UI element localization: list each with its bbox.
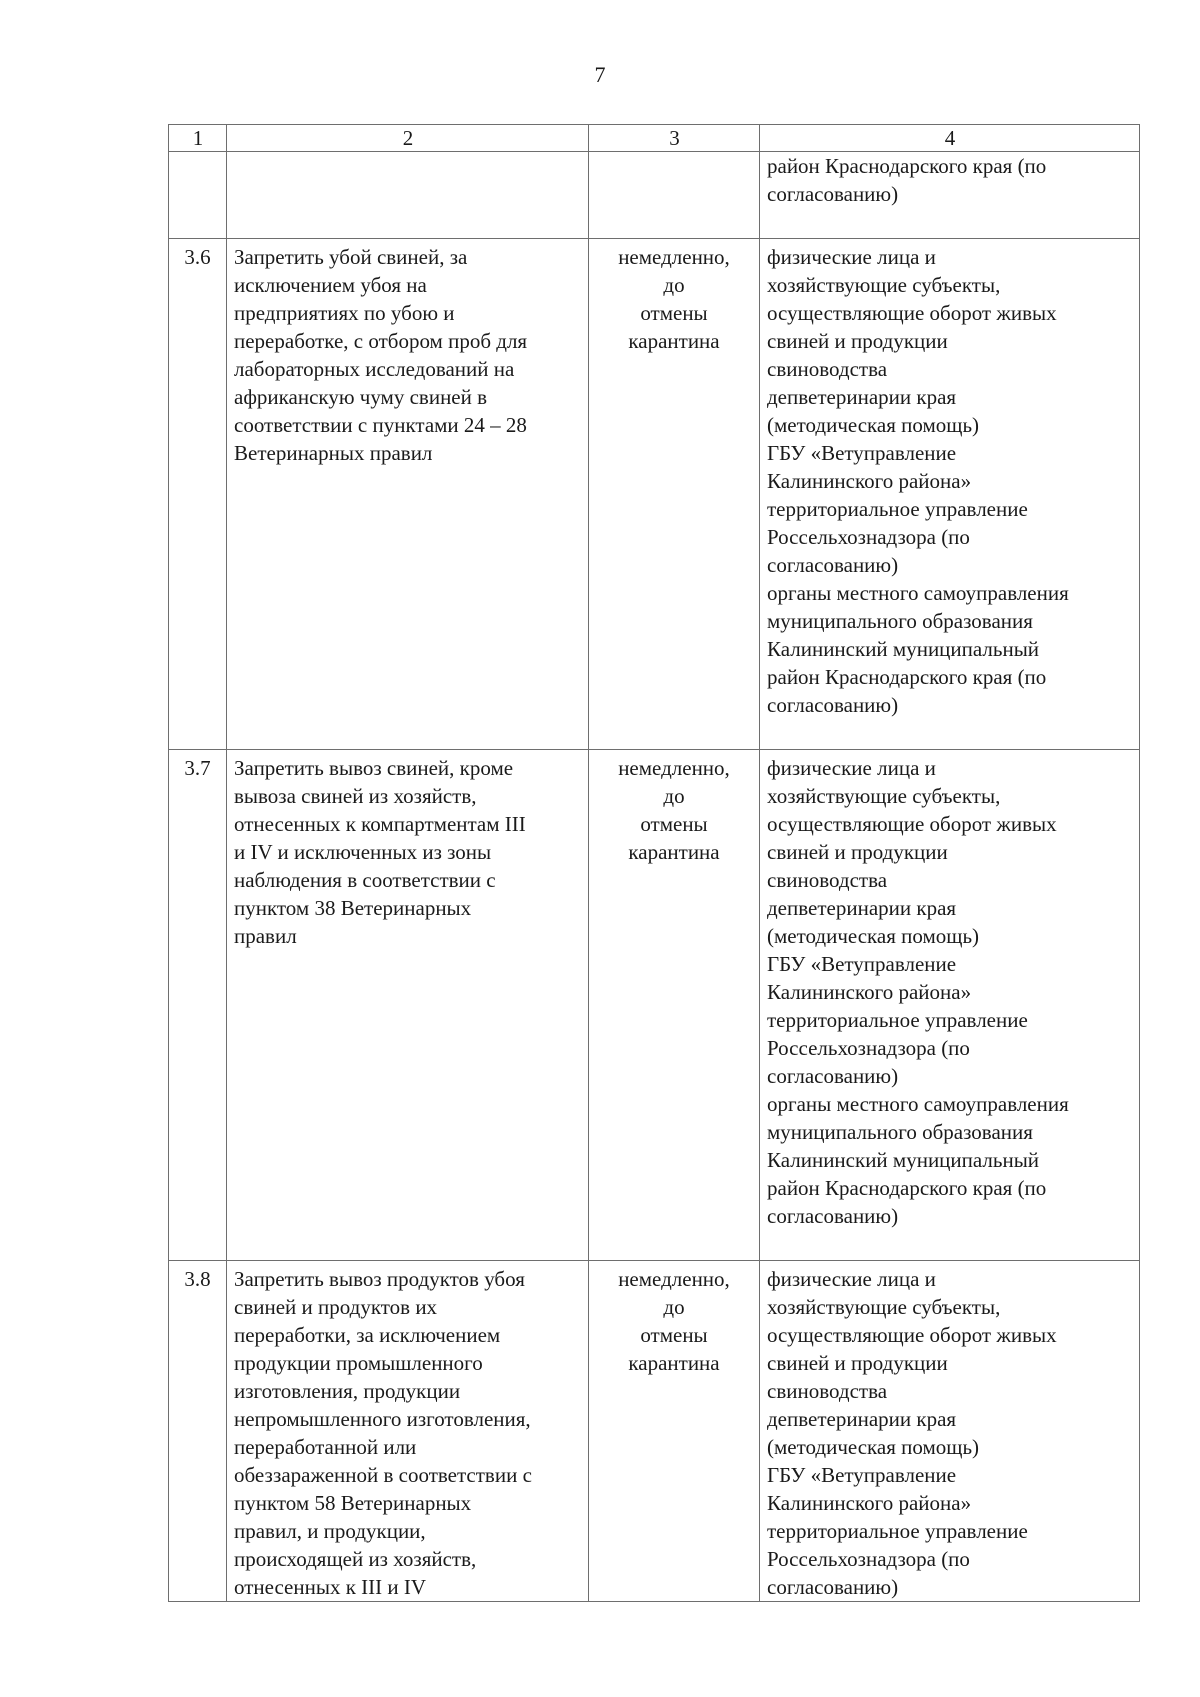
text-line: до [663,1295,685,1319]
text-line: отмены [640,812,708,836]
text-line: Калининский муниципальный [767,637,1040,661]
text-line: изготовления, продукции [234,1379,461,1403]
term-cell [589,239,760,750]
text-line: свиней и продуктов их [234,1295,438,1319]
text-line: непромышленного изготовления, [234,1407,531,1431]
row-number-cell [169,152,227,239]
text-line: район Краснодарского края (по [767,1176,1047,1200]
measure-cell [227,1261,589,1602]
text-line: осуществляющие оборот живых [767,812,1057,836]
responsible-cell [760,152,1140,239]
text-line: (методическая помощь) [767,924,980,948]
text-line: Россельхознадзора (по [767,1036,970,1060]
header-cell-2: 2 [227,125,589,152]
text-line: пунктом 58 Ветеринарных [234,1491,472,1515]
text-line: немедленно, [618,245,730,269]
text-line: лабораторных исследований на [234,357,515,381]
text-line: район Краснодарского края (по [767,665,1047,689]
text-line: депветеринарии края [767,1407,957,1431]
text-line: органы местного самоуправления [767,1092,1069,1116]
text-line: депветеринарии края [767,385,957,409]
text-line: согласованию) [767,1204,899,1228]
text-line: карантина [628,840,720,864]
text-line: физические лица и [767,756,936,780]
text-line: исключением убоя на [234,273,427,297]
measures-table [168,124,1140,1602]
text-line: согласованию) [767,553,899,577]
text-line: муниципального образования [767,609,1033,633]
header-cell-4: 4 [760,125,1140,152]
text-line: отмены [640,1323,708,1347]
text-line: отмены [640,301,708,325]
text-line: правил [234,924,297,948]
text-line: согласованию) [767,182,899,206]
page-number: 7 [594,62,606,87]
text-line: наблюдения в соответствии с [234,868,496,892]
text-line: Запретить убой свиней, за [234,245,468,269]
text-line: переработки, за исключением [234,1323,501,1347]
text-line: ГБУ «Ветуправление [767,441,957,465]
text-line: территориальное управление [767,1519,1028,1543]
text-line: ГБУ «Ветуправление [767,1463,957,1487]
text-line: осуществляющие оборот живых [767,301,1057,325]
text-line: свиней и продукции [767,840,948,864]
text-line: африканскую чуму свиней в [234,385,488,409]
text-line: Калининский муниципальный [767,1148,1040,1172]
text-line: хозяйствующие субъекты, [767,273,1001,297]
text-line: депветеринарии края [767,896,957,920]
text-line: происходящей из хозяйств, [234,1547,477,1571]
text-line: Ветеринарных правил [234,441,433,465]
text-line: Запретить вывоз продуктов убоя [234,1267,525,1291]
responsible-cell [760,239,1140,750]
text-line: правил, и продукции, [234,1519,426,1543]
text-line: территориальное управление [767,1008,1028,1032]
table-row [169,239,1140,750]
row-number-cell: 3.8 [169,1261,227,1602]
text-line: отнесенных к III и IV [234,1575,427,1599]
text-line: до [663,273,685,297]
table-row [169,750,1140,1261]
text-line: предприятиях по убою и [234,301,455,325]
term-cell [589,750,760,1261]
text-line: свиноводства [767,1379,888,1403]
term-cell [589,152,760,239]
measure-cell [227,239,589,750]
text-line: отнесенных к компартментам III [234,812,526,836]
text-line: согласованию) [767,1575,899,1599]
text-line: муниципального образования [767,1120,1033,1144]
text-line: Калининского района» [767,1491,972,1515]
text-line: хозяйствующие субъекты, [767,1295,1001,1319]
text-line: Калининского района» [767,980,972,1004]
text-line: свиноводства [767,357,888,381]
text-line: ГБУ «Ветуправление [767,952,957,976]
table-row-continuation [169,152,1140,239]
text-line: осуществляющие оборот живых [767,1323,1057,1347]
text-line: свиноводства [767,868,888,892]
measure-cell [227,152,589,239]
text-line: немедленно, [618,1267,730,1291]
text-line: обеззараженной в соответствии с [234,1463,532,1487]
row-number-cell: 3.6 [169,239,227,750]
text-line: до [663,784,685,808]
text-line: немедленно, [618,756,730,780]
text-line: согласованию) [767,1064,899,1088]
text-line: Россельхознадзора (по [767,525,970,549]
text-line: переработанной или [234,1435,417,1459]
text-line: и IV и исключенных из зоны [234,840,492,864]
text-line: хозяйствующие субъекты, [767,784,1001,808]
text-line: Россельхознадзора (по [767,1547,970,1571]
text-line: свиней и продукции [767,329,948,353]
row-number-cell: 3.7 [169,750,227,1261]
text-line: район Краснодарского края (по [767,154,1047,178]
text-line: соответствии с пунктами 24 – 28 [234,413,527,437]
text-line: пунктом 38 Ветеринарных [234,896,472,920]
text-line: карантина [628,1351,720,1375]
text-line: Калининского района» [767,469,972,493]
text-line: (методическая помощь) [767,413,980,437]
text-line: физические лица и [767,1267,936,1291]
text-line: органы местного самоуправления [767,581,1069,605]
text-line: вывоза свиней из хозяйств, [234,784,477,808]
text-line: карантина [628,329,720,353]
text-line: свиней и продукции [767,1351,948,1375]
table-row [169,1261,1140,1602]
term-cell [589,1261,760,1602]
responsible-cell [760,1261,1140,1602]
text-line: переработке, с отбором проб для [234,329,528,353]
text-line: территориальное управление [767,497,1028,521]
text-line: продукции промышленного [234,1351,483,1375]
table-header-row [169,125,1140,152]
text-line: (методическая помощь) [767,1435,980,1459]
text-line: Запретить вывоз свиней, кроме [234,756,514,780]
header-cell-1: 1 [169,125,227,152]
text-line: физические лица и [767,245,936,269]
text-line: согласованию) [767,693,899,717]
measure-cell [227,750,589,1261]
header-cell-3: 3 [589,125,760,152]
responsible-cell [760,750,1140,1261]
